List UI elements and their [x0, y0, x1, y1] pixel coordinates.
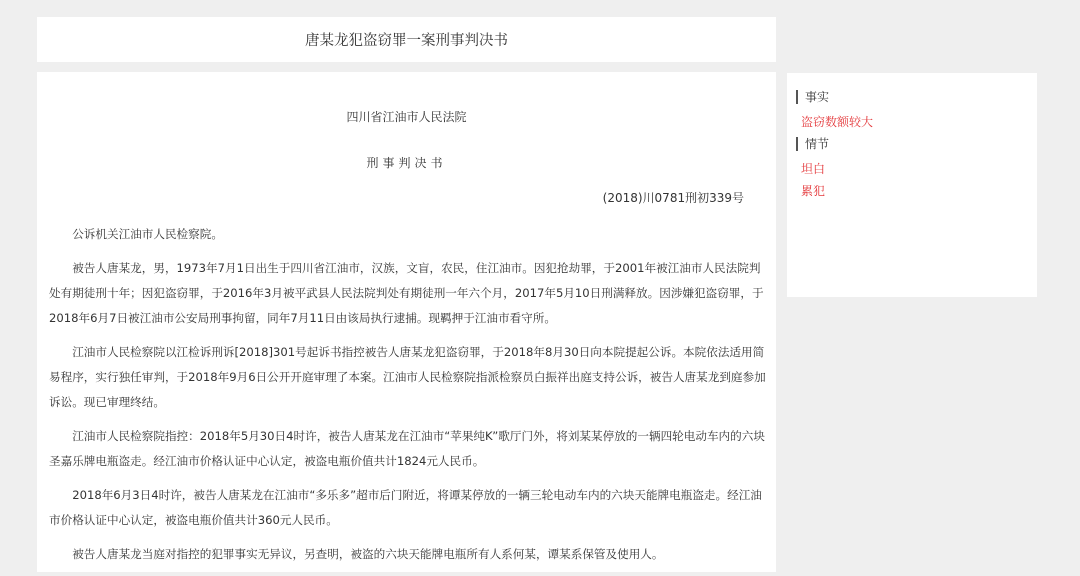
paragraph: 被告人唐某龙当庭对指控的犯罪事实无异议，另查明，被盗的六块天能牌电瓶所有人系何某，谭某系保管及使用人。: [72, 547, 664, 561]
document-type: 刑事判决书: [366, 156, 447, 170]
document-body-card: [37, 72, 776, 572]
paragraph: 江油市人民检察院指控：2018年5月30日4时许，被告人唐某龙在江油市“苹果纯K”歌厅门外，将刘某某停放的一辆四轮电动车内的六块圣嘉乐牌电瓶盗走。经江油市价格认证中心认定，被盗电瓶价值共计1824元人民币。: [49, 429, 765, 468]
paragraph: 2018年6月3日4时许，被告人唐某龙在江油市“多乐多”超市后门附近，将谭某停放的一辆三轮电动车内的六块天能牌电瓶盗走。经江油市价格认证中心认定，被盗电瓶价值共计360元人民币。: [49, 488, 762, 527]
document-title: 唐某龙犯盗窃罪一案刑事判决书: [305, 33, 508, 49]
section-circumstances-label: 情节: [796, 137, 829, 151]
tag-sidebar: [787, 73, 1037, 297]
paragraph: 江油市人民检察院以江检诉刑诉[2018]301号起诉书指控被告人唐某龙犯盗窃罪，于2018年8月30日向本院提起公诉。本院依法适用简易程序，实行独任审判，于2018年9月6日公开开庭审理了本案。江油市人民检察院指派检察员白振祥出庭支持公诉，被告人唐某龙到庭参加诉讼。现已审理终结。: [49, 345, 766, 409]
tag-fact[interactable]: 盗窃数额较大: [801, 115, 874, 129]
document-text: [49, 222, 771, 576]
tag-circumstance[interactable]: 累犯: [801, 184, 826, 198]
tag-circumstance[interactable]: 坦白: [801, 162, 826, 176]
paragraph: 被告人唐某龙，男，1973年7月1日出生于四川省江油市，汉族，文盲，农民，住江油市。因犯抢劫罪，于2001年被江油市人民法院判处有期徒刑十年；因犯盗窃罪，于2016年3月被平武县人民法院判处有期徒刑一年六个月，2017年5月10日刑满释放。因涉嫌犯盗窃罪，于2018年6月7日被江油市公安局刑事拘留，同年7月11日由该局执行逮捕。现羁押于江油市看守所。: [49, 261, 764, 325]
court-name: 四川省江油市人民法院: [346, 110, 467, 124]
document-title-card: [37, 17, 776, 62]
case-number: (2018)川0781刑初339号: [602, 191, 744, 205]
paragraph: 公诉机关江油市人民检察院。: [72, 227, 223, 241]
section-facts-label: 事实: [796, 90, 829, 104]
